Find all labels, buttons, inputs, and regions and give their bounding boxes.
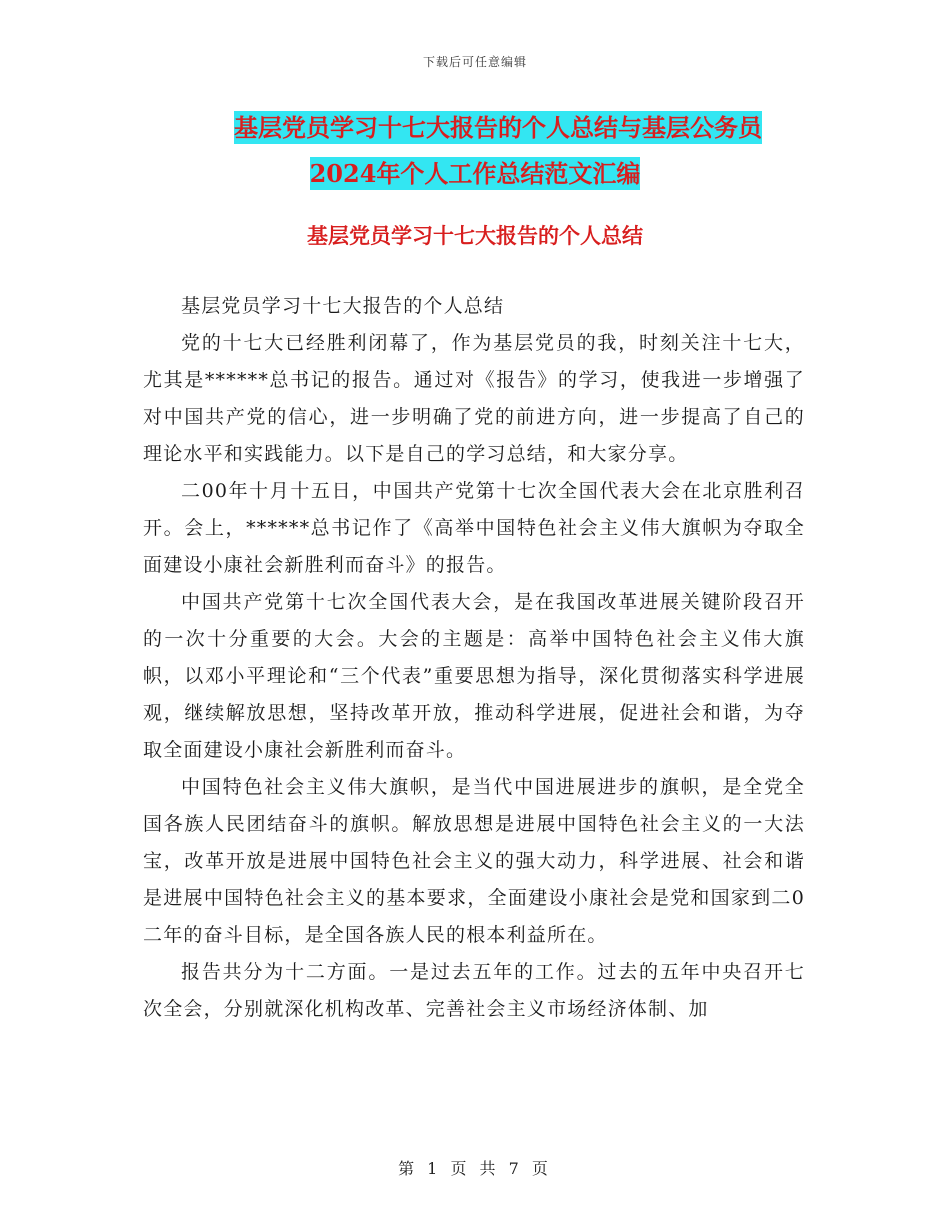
paragraph: 中国特色社会主义伟大旗帜，是当代中国进展进步的旗帜，是全党全国各族人民团结奋斗的旗帜。解放思想是进展中国特色社会主义的一大法宝，改革开放是进展中国特色社会主义的强大动力，科学进展、社会和谐是进展中国特色社会主义的基本要求，全面建设小康社会是党和国家到二0二年的奋斗目标，是全国各族人民的根本利益所在。 xyxy=(143,776,805,946)
main-title-line-2 xyxy=(0,156,950,192)
paragraph-subtitle: 基层党员学习十七大报告的个人总结 xyxy=(181,295,505,317)
header-note: 下载后可任意编辑 xyxy=(422,55,527,69)
main-title-highlight-1: 基层党员学习十七大报告的个人总结与基层公务员 xyxy=(234,113,762,142)
page-number-footer: 第 1 页 共 7 页 xyxy=(398,1159,552,1178)
section-title: 基层党员学习十七大报告的个人总结 xyxy=(307,223,643,248)
main-title-line-1 xyxy=(0,110,950,146)
document-body xyxy=(143,288,805,1028)
paragraph: 报告共分为十二方面。一是过去五年的工作。过去的五年中央召开七次全会，分别就深化机构改革、完善社会主义市场经济体制、加 xyxy=(143,961,805,1020)
paragraph: 党的十七大已经胜利闭幕了，作为基层党员的我，时刻关注十七大，尤其是******总书记的报告。通过对《报告》的学习，使我进一步增强了对中国共产党的信心，进一步明确了党的前进方向，进一步提高了自己的理论水平和实践能力。以下是自己的学习总结，和大家分享。 xyxy=(143,332,805,465)
paragraph: 二00年十月十五日，中国共产党第十七次全国代表大会在北京胜利召开。会上，******总书记作了《高举中国特色社会主义伟大旗帜为夺取全面建设小康社会新胜利而奋斗》的报告。 xyxy=(143,480,805,576)
main-title-highlight-2: 2024年个人工作总结范文汇编 xyxy=(309,159,641,188)
paragraph: 中国共产党第十七次全国代表大会，是在我国改革进展关键阶段召开的一次十分重要的大会。大会的主题是：高举中国特色社会主义伟大旗帜，以邓小平理论和“三个代表”重要思想为指导，深化贯彻落实科学进展观，继续解放思想，坚持改革开放，推动科学进展，促进社会和谐，为夺取全面建设小康社会新胜利而奋斗。 xyxy=(143,591,805,761)
